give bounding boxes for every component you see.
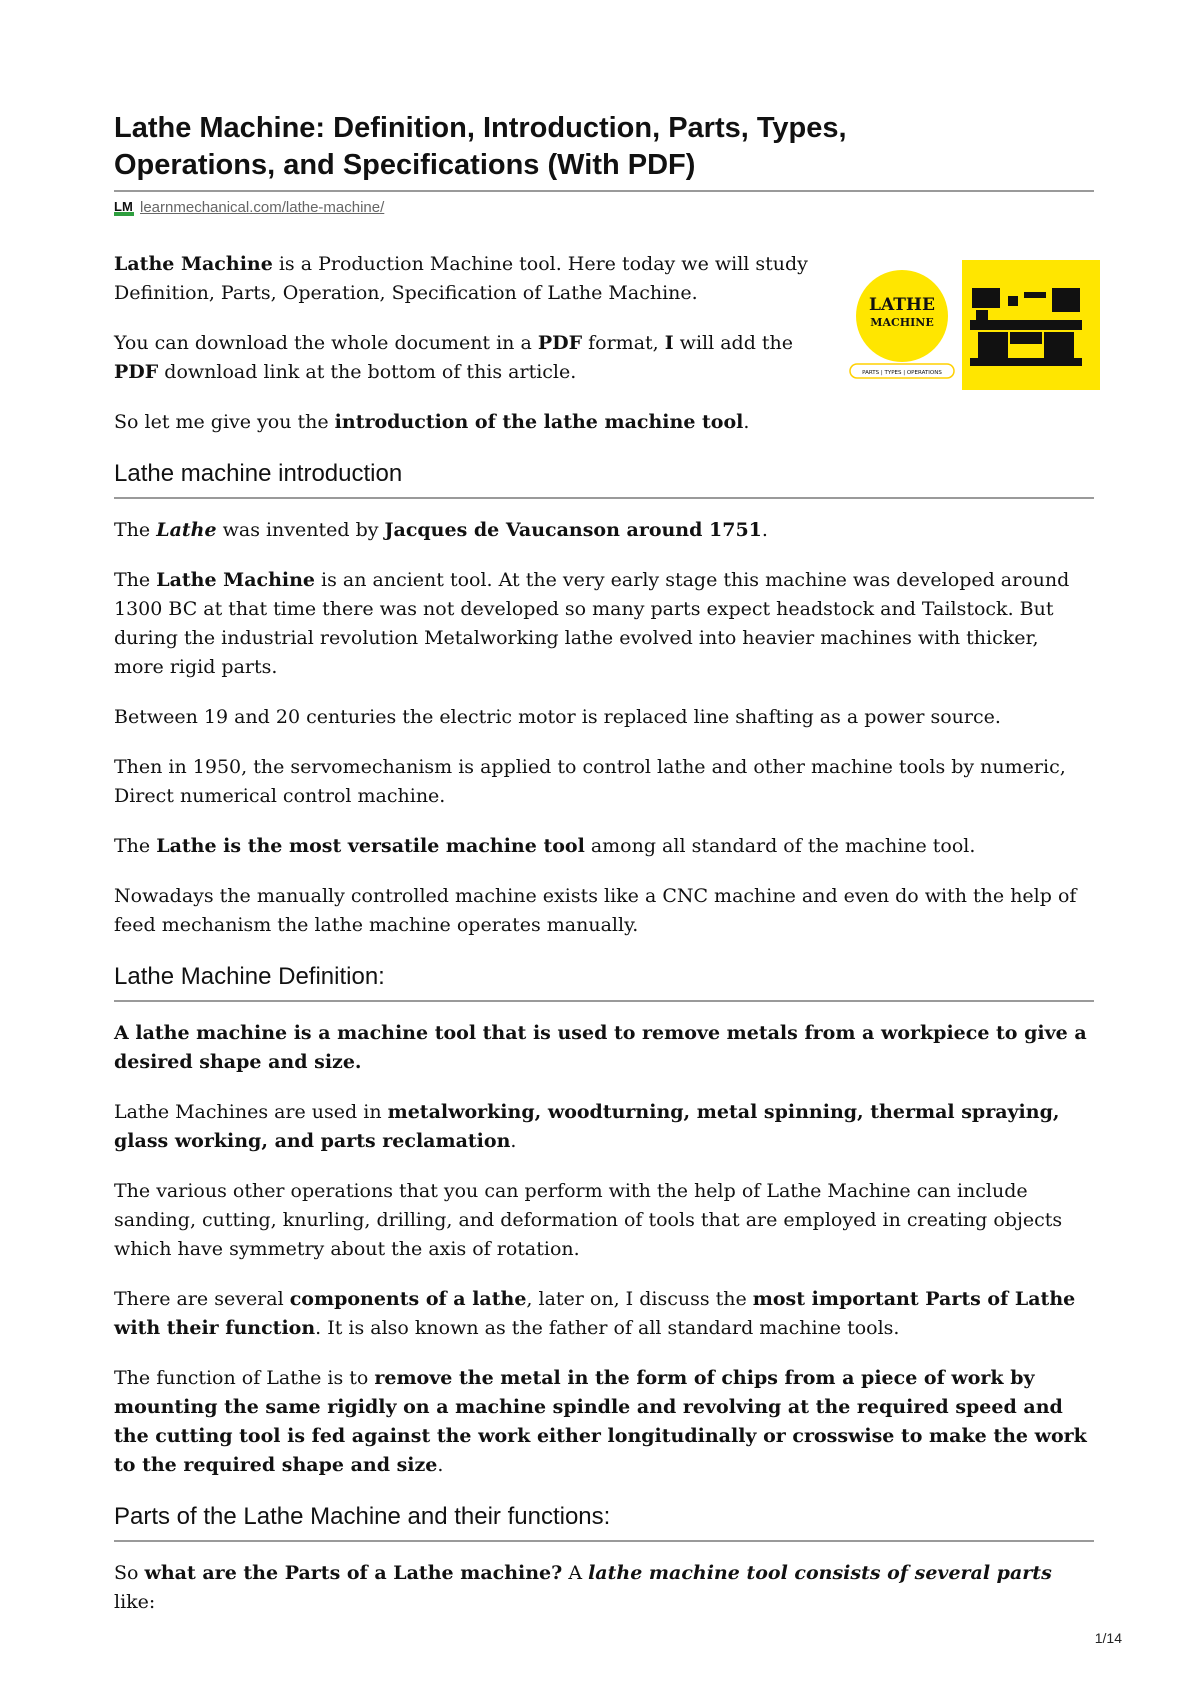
paragraph: The function of Lathe is to remove the metal in the form of chips from a piece of work by mounting the same rigidly on a machine spindle and revolving at the required speed and the cutting tool is fed against the work either longitudinally or crosswise to make the work to the required shape and size. bbox=[114, 1367, 1087, 1476]
paragraph: Lathe Machines are used in metalworking, woodturning, metal spinning, thermal spraying, glass working, and parts reclamation. bbox=[114, 1101, 1060, 1152]
paragraph: The various other operations that you can perform with the help of Lathe Machine can include sanding, cutting, knurling, drilling, and deformation of tools that are employed in creating objects which have symmetry about the axis of rotation. bbox=[114, 1180, 1063, 1260]
paragraph: Between 19 and 20 centuries the electric motor is replaced line shafting as a power source. bbox=[114, 706, 1001, 728]
title-divider bbox=[114, 190, 1094, 192]
intro-block bbox=[114, 250, 1094, 437]
paragraph: The Lathe Machine is an ancient tool. At the very early stage this machine was developed around 1300 BC at that time there was not developed so many parts expect headstock and Tailstock. But during the industrial revolution Metalworking lathe evolved into heavier machines with thicker, more rigid parts. bbox=[114, 569, 1070, 678]
section-heading-parts: Parts of the Lathe Machine and their functions: bbox=[114, 1503, 611, 1530]
section-heading-introduction: Lathe machine introduction bbox=[114, 460, 403, 487]
title-line-1: Lathe Machine: Definition, Introduction, Parts, Types, bbox=[114, 112, 847, 144]
section-divider bbox=[114, 1540, 1094, 1542]
lathe-machine-hero-image bbox=[848, 260, 1100, 390]
site-logo-icon bbox=[114, 198, 134, 216]
source-line bbox=[114, 198, 1094, 216]
hero-tagline: PARTS | TYPES | OPERATIONS bbox=[862, 370, 942, 376]
source-link[interactable]: learnmechanical.com/lathe-machine/ bbox=[140, 198, 385, 216]
paragraph: The Lathe was invented by Jacques de Vaucanson around 1751. bbox=[114, 519, 768, 541]
intro-paragraph-2: You can download the whole document in a PDF format, I will add the PDF download link at the bottom of this article. bbox=[114, 332, 794, 383]
paragraph: There are several components of a lathe, later on, I discuss the most important Parts of Lathe with their function. It is also known as the father of all standard machine tools. bbox=[114, 1288, 1076, 1339]
section-divider bbox=[114, 1000, 1094, 1002]
section-heading-definition: Lathe Machine Definition: bbox=[114, 963, 385, 990]
title-line-2: Operations, and Specifications (With PDF) bbox=[114, 149, 696, 181]
site-logo-text: LM bbox=[114, 199, 133, 214]
paragraph: The Lathe is the most versatile machine tool among all standard of the machine tool. bbox=[114, 835, 976, 857]
page-number: 1/14 bbox=[1094, 1630, 1122, 1646]
paragraph: Then in 1950, the servomechanism is applied to control lathe and other machine tools by numeric, Direct numerical control machine. bbox=[114, 756, 1066, 807]
document-page bbox=[114, 110, 1094, 1638]
intro-paragraph-1: Lathe Machine is a Production Machine tool. Here today we will study Definition, Parts, Operation, Specification of Lathe Machine. bbox=[114, 253, 808, 304]
intro-paragraph-3: So let me give you the introduction of the lathe machine tool. bbox=[114, 411, 750, 433]
page-title bbox=[114, 110, 1094, 184]
definition-paragraph: A lathe machine is a machine tool that is used to remove metals from a workpiece to give a desired shape and size. bbox=[114, 1022, 1087, 1073]
section-divider bbox=[114, 497, 1094, 499]
paragraph: So what are the Parts of a Lathe machine? A lathe machine tool consists of several parts like: bbox=[114, 1562, 1052, 1613]
hero-title-word-2: MACHINE bbox=[870, 316, 934, 329]
hero-title-word-1: LATHE bbox=[869, 295, 935, 315]
paragraph: Nowadays the manually controlled machine exists like a CNC machine and even do with the help of feed mechanism the lathe machine operates manually. bbox=[114, 885, 1077, 936]
